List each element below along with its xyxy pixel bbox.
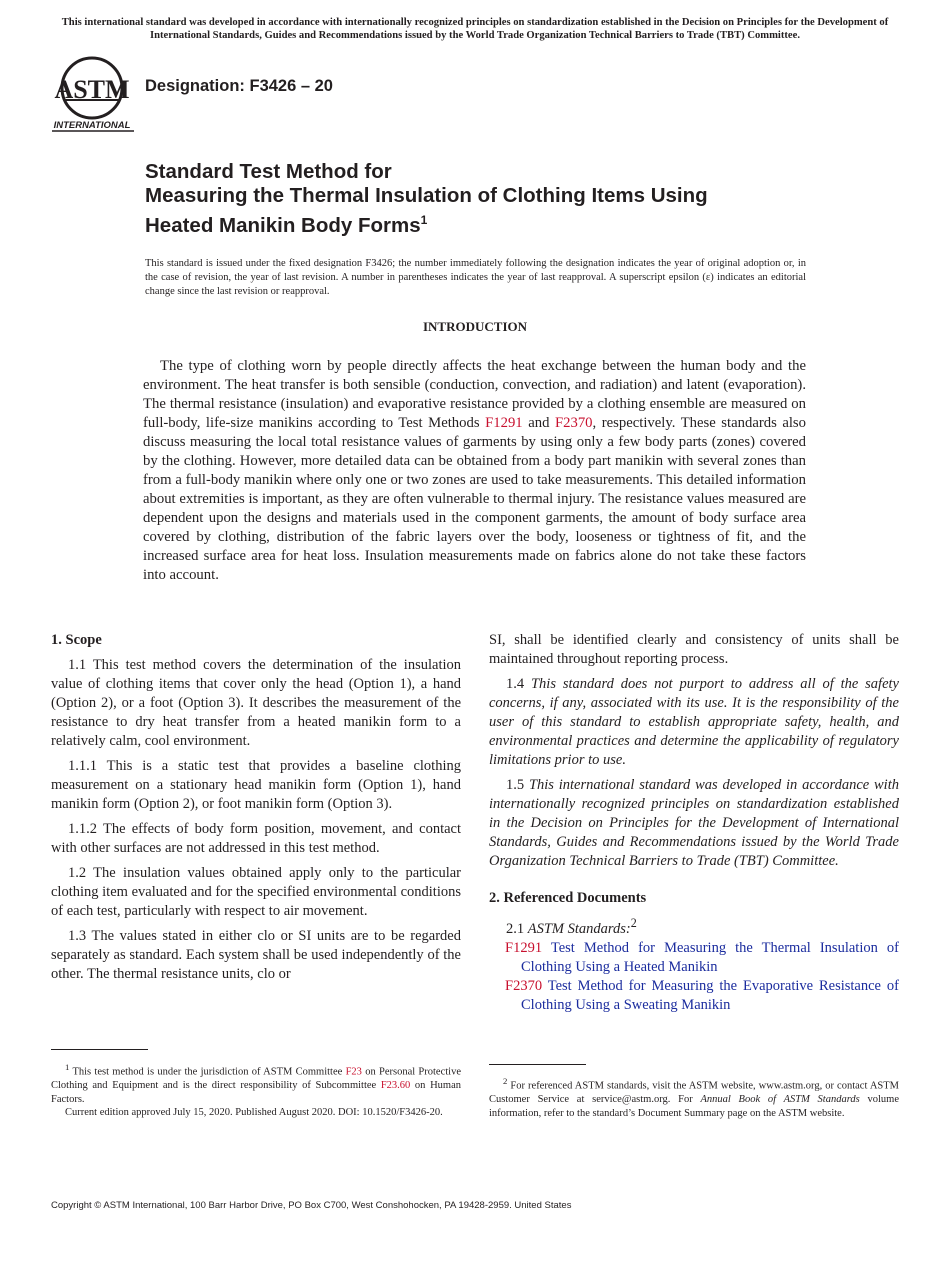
footnote-1	[51, 1049, 461, 1120]
link-f23-60[interactable]: F23.60	[380, 1080, 411, 1091]
designation: Designation: F3426 – 20	[145, 77, 333, 95]
title-line-3	[145, 208, 845, 238]
footnote-2-part-b: volume information, refer to the standard’s Document Summary page on the ASTM website.	[489, 1094, 899, 1119]
title-footnote-mark: 1	[420, 213, 428, 227]
footnote-2-part-a: For referenced ASTM standards, visit the ASTM website, www.astm.org, or contact ASTM Customer Service at service@astm.org. For	[489, 1080, 899, 1105]
intro-text-1: The type of clothing worn by people directly affects the heat exchange between the human body and the environment. The heat transfer is both sensible (conduction, convection, and radiation) and latent (evaporation). The thermal resistance (insulation) and evaporative resistance provided by a clothing ensemble are measured on full-body, life-size manikins according to Test Methods	[143, 358, 806, 431]
para-1-4	[489, 675, 899, 770]
link-f1291[interactable]: F1291	[485, 415, 523, 431]
para-2-1-number: 2.1	[506, 920, 528, 937]
footnote-1-mark: 1	[65, 1062, 70, 1072]
tbt-banner: This international standard was developed in accordance with internationally recognized principles on standardization established in the Decision on Principles for the Development of International Standards, Guides and Recommendations issued by the World Trade Organization Technical Barriers to Trade (TBT) Committee.	[61, 17, 889, 41]
link-f23[interactable]: F23	[345, 1066, 362, 1078]
footnote-1-part-a: This test method is under the jurisdiction of ASTM Committee	[69, 1066, 346, 1078]
title-line-2: Measuring the Thermal Insulation of Clothing Items Using	[145, 184, 708, 207]
para-1-5	[489, 776, 899, 871]
reference-f1291[interactable]	[489, 939, 899, 977]
footnote-2	[489, 1064, 899, 1120]
para-1-3-continued: SI, shall be identified clearly and consistency of units shall be maintained throughout reporting process.	[489, 632, 899, 667]
para-1-1-1: 1.1.1 This is a static test that provides a baseline clothing measurement on a stationary head manikin form (Option 1), hand manikin form (Option 2), or foot manikin form (Option 3).	[51, 758, 461, 812]
para-1-4-text: This standard does not purport to address all of the safety concerns, if any, associated with its use. It is the responsibility of the user of this standard to establish appropriate safety, health, and environmental practices and determine the applicability of regulatory limitations prior to use.	[489, 676, 899, 768]
footnote-2-mark: 2	[630, 916, 637, 930]
svg-text:INTERNATIONAL: INTERNATIONAL	[53, 120, 131, 131]
para-1-4-number: 1.4	[506, 676, 531, 692]
para-1-3: 1.3 The values stated in either clo or SI units are to be regarded separately as standard. Each system shall be used independently of the other. The thermal resistance units, clo or	[51, 928, 461, 982]
issued-note: This standard is issued under the fixed designation F3426; the number immediately following the designation indicates the year of original adoption or, in the case of revision, the year of last revision. A number in parentheses indicates the year of last reapproval. A superscript epsilon (ε) indicates an editorial change since the last revision or reapproval.	[145, 258, 806, 297]
svg-text:ASTM: ASTM	[54, 75, 130, 104]
footnote-1-text	[51, 1061, 461, 1120]
ref-title-f2370[interactable]: Test Method for Measuring the Evaporative Resistance of Clothing Using a Sweating Manikin	[521, 977, 899, 1013]
referenced-documents-heading: 2. Referenced Documents	[489, 890, 647, 906]
ref-code-f1291[interactable]: F1291	[505, 939, 543, 956]
astm-standards-label: ASTM Standards:	[527, 920, 631, 937]
para-1-2: 1.2 The insulation values obtained apply only to the particular clothing item evaluated and for the specified environmental conditions of each test, particularly with respect to air movement.	[51, 865, 461, 919]
document-title	[145, 160, 845, 238]
intro-text-and: and	[522, 415, 555, 431]
footnote-rule-right	[489, 1064, 586, 1065]
introduction-paragraph	[143, 357, 806, 585]
footnote-1-edition: Current edition approved July 15, 2020. Published August 2020. DOI: 10.1520/F3426-20.	[65, 1107, 443, 1118]
right-column	[489, 631, 899, 1015]
astm-logo	[52, 55, 136, 133]
footnote-2-sup: 2	[503, 1076, 508, 1086]
para-2-1	[489, 914, 899, 939]
footnote-2-italic: Annual Book of ASTM Standards	[700, 1094, 860, 1105]
footnote-rule-left	[51, 1049, 148, 1050]
intro-text-2: , respectively. These standards also discuss measuring the local total resistance values of garments by using only a few body parts (zones) covered by the clothing. However, more detailed data can be obtained from a body part manikin with several zones than from a full-body manikin where only one or two zones are used to take measurements. This detailed information about extremities is important, as they are often vulnerable to thermal injury. The resistance values measured are dependent upon the designs and materials used in the component garments, the amount of body surface area covered by clothing, distribution of the fabric layers over the body, looseness or tightness of fit, and the increased surface area for heat loss. Insulation measurements made on fabrics alone do not take these factors into account.	[143, 415, 806, 583]
para-1-5-text: This international standard was developed in accordance with internationally recognized principles on standardization established in the Decision on Principles for the Development of International Standards, Guides and Recommendations issued by the World Trade Organization Technical Barriers to Trade (TBT) Committee.	[489, 777, 899, 869]
introduction-heading: INTRODUCTION	[422, 319, 527, 334]
para-1-1: 1.1 This test method covers the determination of the insulation value of clothing items that cover only the head (Option 1), a hand (Option 2), or a foot (Option 3). It describes the measurement of the resistance to dry heat transfer from a heated manikin form to a relatively calm, cool environment.	[51, 657, 461, 749]
link-f2370[interactable]: F2370	[554, 415, 593, 431]
ref-title-f1291[interactable]: Test Method for Measuring the Thermal Insulation of Clothing Using a Heated Manikin	[521, 939, 899, 975]
footnote-1-part-b: on Personal Protective Clothing and Equipment and is the direct responsibility of Subcommittee	[51, 1066, 461, 1091]
copyright-line: Copyright © ASTM International, 100 Barr Harbor Drive, PO Box C700, West Conshohocken, PA 19428-2959. United States	[51, 1200, 572, 1211]
footnote-2-text	[489, 1075, 899, 1120]
scope-heading: 1. Scope	[51, 632, 102, 648]
para-1-1-2: 1.1.2 The effects of body form position, movement, and contact with other surfaces are not addressed in this test method.	[51, 821, 461, 856]
para-1-5-number: 1.5	[506, 777, 529, 793]
left-column	[51, 631, 461, 990]
ref-code-f2370[interactable]: F2370	[505, 977, 543, 994]
title-line-1: Standard Test Method for	[145, 160, 392, 183]
footnote-1-part-c: on Human Factors.	[51, 1080, 461, 1105]
reference-f2370[interactable]	[489, 977, 899, 1015]
title-line-3-text: Heated Manikin Body Forms	[145, 213, 421, 237]
